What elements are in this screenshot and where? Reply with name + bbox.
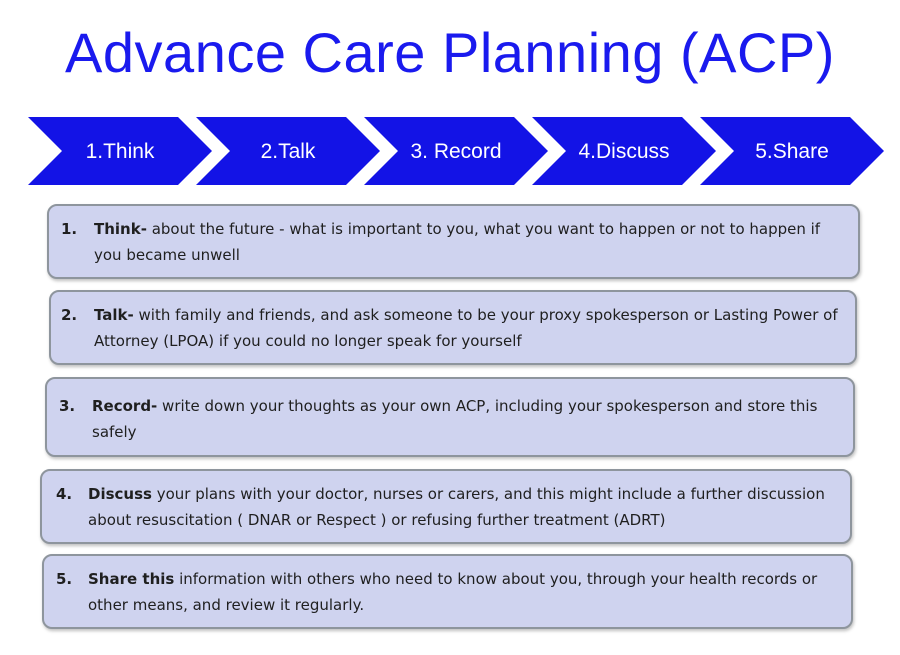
chevron-step-4-label: 4.Discuss: [578, 140, 670, 163]
process-chevrons: [0, 114, 900, 188]
chevron-step-2-label: 2.Talk: [260, 140, 316, 163]
chevron-step-5: [700, 117, 884, 185]
step-box-record: [45, 377, 855, 457]
step-box-talk: [49, 290, 857, 365]
chevron-step-2: [196, 117, 380, 185]
step-text: [94, 302, 841, 354]
step-box-think: [47, 204, 860, 279]
step-description: information with others who need to know about you, through your health records or other means, and review it regularly.: [88, 570, 818, 614]
step-lead: Record-: [92, 397, 158, 415]
step-number: 4.: [56, 485, 73, 503]
step-description: with family and friends, and ask someone to be your proxy spokesperson or Lasting Power of Attorney (LPOA) if you could no longer speak for yourself: [94, 306, 838, 350]
step-box-discuss: [40, 469, 852, 544]
step-number: 2.: [61, 306, 78, 324]
step-description: your plans with your doctor, nurses or carers, and this might include a further discussion about resuscitation ( DNAR or Respect ) or refusing further treatment (ADRT): [88, 485, 825, 529]
chevron-step-4: [532, 117, 716, 185]
step-text: [88, 566, 837, 618]
chevron-step-1-label: 1.Think: [85, 140, 155, 163]
step-lead: Think-: [94, 220, 147, 238]
step-lead: Talk-: [94, 306, 134, 324]
chevron-step-5-label: 5.Share: [755, 140, 829, 163]
step-text: [88, 481, 836, 533]
step-box-share: [42, 554, 853, 629]
chevron-step-3: [364, 117, 548, 185]
step-lead: Share this: [88, 570, 175, 588]
step-description: about the future - what is important to you, what you want to happen or not to happen if you became unwell: [94, 220, 821, 264]
step-text: [92, 393, 839, 445]
chevron-step-3-label: 3. Record: [410, 140, 502, 163]
chevron-step-1: [28, 117, 212, 185]
step-number: 3.: [59, 397, 76, 415]
page-title: Advance Care Planning (ACP): [65, 21, 835, 84]
step-description: write down your thoughts as your own ACP, including your spokesperson and store this safely: [92, 397, 818, 441]
step-number: 1.: [61, 220, 78, 238]
step-number: 5.: [56, 570, 73, 588]
step-text: [94, 216, 844, 268]
step-lead: Discuss: [88, 485, 152, 503]
